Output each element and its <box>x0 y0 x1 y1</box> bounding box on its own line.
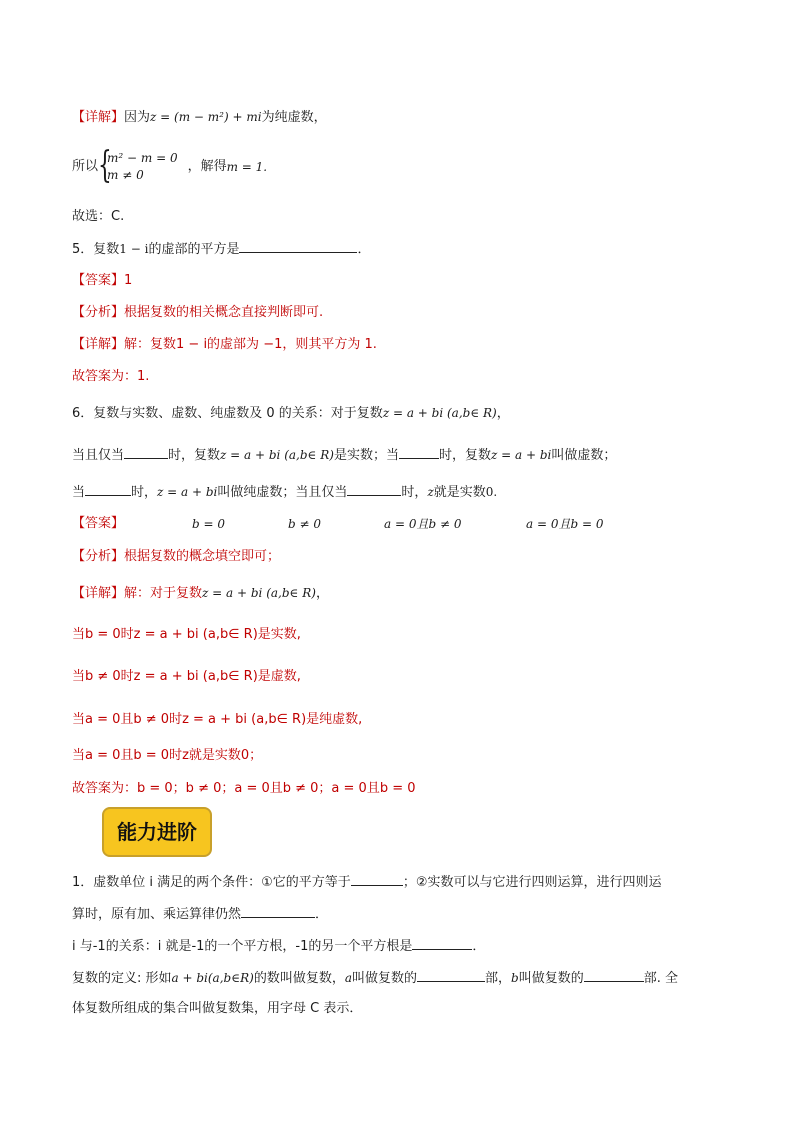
brace-icon: { <box>98 145 112 186</box>
equation-1: m² − m = 0 <box>107 151 178 165</box>
q6-detail <box>72 584 329 603</box>
answer-blank <box>124 446 168 459</box>
detail-line: 当b = 0时z = a + bi (a,b∈ R)是实数, <box>72 627 301 642</box>
section-badge: 能力进阶 <box>102 807 212 857</box>
analysis-text: 根据复数的相关概念直接判断即可. <box>124 305 324 320</box>
answer-blank <box>351 873 403 886</box>
so-label: 所以 <box>72 159 99 174</box>
text: 的数叫做复数， <box>253 971 345 986</box>
text: 叫做复数的 <box>351 971 417 986</box>
equation-system-line <box>72 145 268 186</box>
adv-line-2 <box>72 905 328 924</box>
detail-line-1 <box>72 108 327 127</box>
q6-analysis <box>72 548 280 566</box>
text: 时，复数 <box>438 448 491 463</box>
answer-blank <box>412 937 472 950</box>
detail-text: 因为 <box>124 110 151 125</box>
q6-final <box>72 780 416 798</box>
text: 时，复数 <box>168 448 221 463</box>
formula: a <box>344 971 352 985</box>
analysis-tag: 【分析】 <box>72 549 125 564</box>
answer-blank <box>239 240 357 253</box>
text: 当 <box>72 485 86 500</box>
text: 叫做纯虚数；当且仅当 <box>217 485 348 500</box>
detail-text: 解：复数1 − i的虚部为 −1，则其平方为 1. <box>124 337 377 352</box>
formula: z = a + bi <box>157 485 218 499</box>
q5-answer <box>72 272 132 290</box>
formula: z = (m − m²) + mi <box>150 110 262 124</box>
text: 是实数；当 <box>333 448 399 463</box>
analysis-text: 根据复数的概念填空即可； <box>124 549 281 564</box>
formula: z <box>427 485 434 499</box>
adv-line-4 <box>72 969 678 988</box>
answer-blank <box>417 969 485 982</box>
q6-detail-3 <box>72 711 362 729</box>
q6-detail-1 <box>72 626 301 644</box>
text: 叫做复数的 <box>518 971 584 986</box>
text: 1．虚数单位 i 满足的两个条件：①它的平方等于 <box>72 875 351 890</box>
detail-tag: 【详解】 <box>72 586 125 601</box>
result: m = 1. <box>226 160 268 174</box>
formula: 1 − i <box>119 242 149 256</box>
text: ． <box>472 939 486 954</box>
answer-2: b ≠ 0 <box>288 517 321 531</box>
text: ， <box>315 586 329 601</box>
question-6-line-1 <box>72 404 510 423</box>
detail-tail: 为纯虚数， <box>261 110 327 125</box>
detail-line: 当a = 0且b ≠ 0时z = a + bi (a,b∈ R)是纯虚数, <box>72 712 363 727</box>
question-end: ． <box>357 242 371 257</box>
detail-tag: 【详解】 <box>72 337 125 352</box>
equation-system <box>98 145 178 186</box>
text: ． <box>315 907 329 922</box>
text: 部. 全 <box>643 971 678 986</box>
q6-detail-4 <box>72 747 262 765</box>
formula: z = a + bi (a,b∈ R) <box>382 406 497 420</box>
final-answer: 故答案为：1. <box>72 369 150 384</box>
text: 时， <box>131 485 158 500</box>
question-text: 的虚部的平方是 <box>148 242 240 257</box>
equation-2: m ≠ 0 <box>107 168 144 182</box>
adv-line-1 <box>72 873 661 892</box>
answer-blank <box>347 483 401 496</box>
choice-line <box>72 208 124 226</box>
answer-3: a = 0且b ≠ 0 <box>384 517 462 531</box>
q6-detail-2 <box>72 668 301 686</box>
question-end: ， <box>496 406 510 421</box>
text: ；②实数可以与它进行四则运算，进行四则运 <box>402 875 662 890</box>
formula: a + bi(a,b∈R) <box>171 971 254 985</box>
q5-analysis <box>72 304 323 322</box>
formula: z = a + bi (a,b∈ R) <box>202 586 316 600</box>
text: 复数的定义: 形如 <box>72 971 172 986</box>
answer-4: a = 0且b = 0 <box>526 517 604 531</box>
question-text: 6．复数与实数、虚数、纯虚数及 0 的关系：对于复数 <box>72 406 383 421</box>
q6-answer <box>72 515 732 533</box>
text: 算时，原有加、乘运算律仍然 <box>72 907 242 922</box>
formula: z = a + bi (a,b∈ R) <box>220 448 334 462</box>
answer-tag: 【答案】 <box>72 273 125 288</box>
formula: z = a + bi <box>491 448 552 462</box>
detail-line: 当a = 0且b = 0时z就是实数0； <box>72 748 263 763</box>
solve-text: ，解得 <box>187 159 227 174</box>
q5-final <box>72 368 149 386</box>
text: 部， <box>485 971 512 986</box>
choice-text: 故选：C. <box>72 209 125 224</box>
analysis-tag: 【分析】 <box>72 305 125 320</box>
text: 当且仅当 <box>72 448 125 463</box>
question-6-line-2 <box>72 446 616 465</box>
detail-text: 解：对于复数 <box>124 586 203 601</box>
answer-blank <box>85 483 131 496</box>
text: 就是实数 <box>433 485 486 500</box>
question-6-line-3 <box>72 483 497 502</box>
answer-value: 1 <box>124 273 133 288</box>
adv-line-3 <box>72 937 485 956</box>
text: 体复数所组成的集合叫做复数集，用字母 C 表示． <box>72 1001 363 1016</box>
question-number: 5．复数 <box>72 242 120 257</box>
answer-blank <box>584 969 644 982</box>
detail-tag: 【详解】 <box>72 110 125 125</box>
adv-line-5 <box>72 1000 362 1018</box>
final-answer: 故答案为：b = 0；b ≠ 0；a = 0且b ≠ 0；a = 0且b = 0 <box>72 781 416 796</box>
text: 叫做虚数； <box>551 448 617 463</box>
answer-tag: 【答案】 <box>72 516 125 531</box>
q5-detail <box>72 336 377 354</box>
formula: b <box>511 971 519 985</box>
formula: 0. <box>485 485 498 499</box>
answer-blank <box>399 446 439 459</box>
answer-1: b = 0 <box>192 517 225 531</box>
question-5 <box>72 240 370 259</box>
answer-blank <box>241 905 315 918</box>
text: 时， <box>401 485 428 500</box>
text: i 与-1的关系：i 就是-1的一个平方根，-1的另一个平方根是 <box>72 939 413 954</box>
detail-line: 当b ≠ 0时z = a + bi (a,b∈ R)是虚数, <box>72 669 301 684</box>
